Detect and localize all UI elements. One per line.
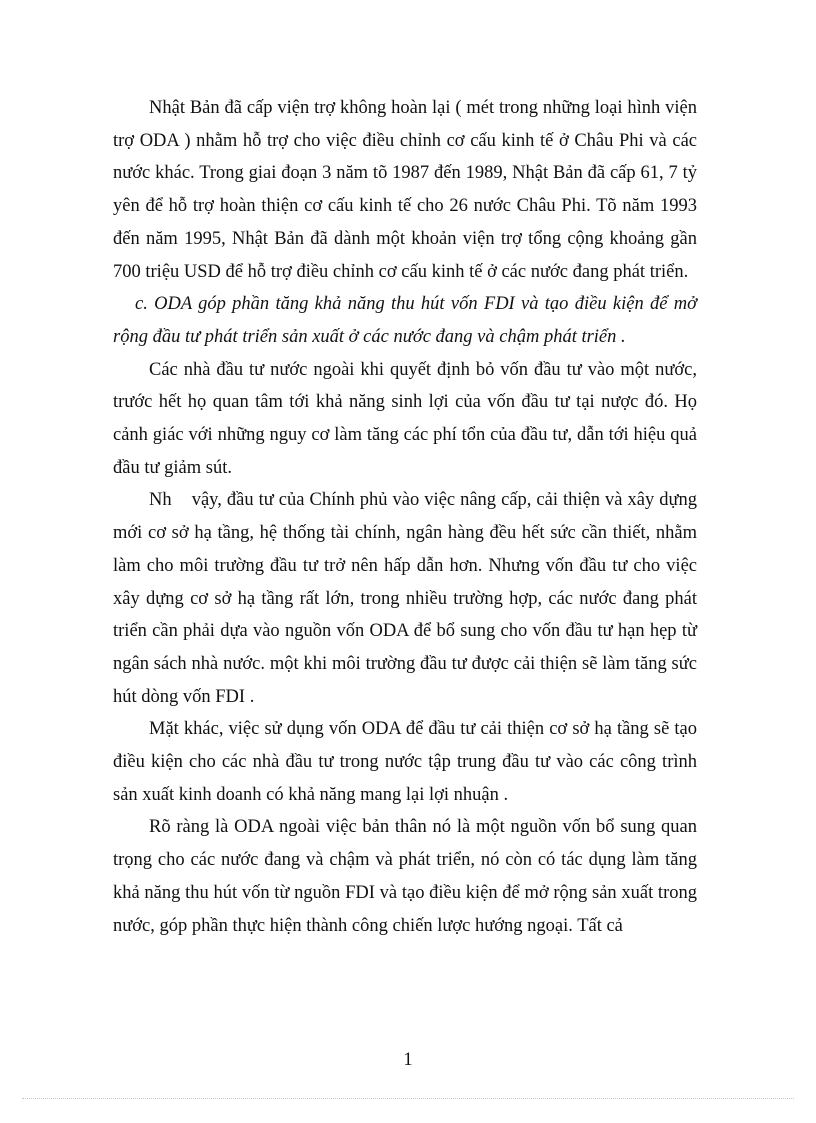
- document-body: [113, 92, 702, 942]
- paragraph-on-the-other-hand: Mặt khác, việc sử dụng vốn ODA để đầu tư cải thiện cơ sở hạ tầng sẽ tạo điều kiện cho các nhà đầu tư trong nước tập trung đầu tư vào các công trình sản xuất kinh doanh có khả năng mang lại lợi nhuận .: [113, 719, 697, 805]
- page-number: 1: [403, 1050, 413, 1070]
- paragraph-japan-aid: Nhật Bản đã cấp viện trợ không hoàn lại ( mét trong những loại hình viện trợ ODA ) nhằm hỗ trợ cho việc điều chỉnh cơ cấu kinh tế ở Châu Phi và các nước khác. Trong giai đoạn 3 năm tõ 1987 đến 1989, Nhật Bản đã cấp 61, 7 tỷ yên để hỗ trợ hoàn thiện cơ cấu kinh tế cho 26 nước Châu Phi. Tõ năm 1993 đến năm 1995, Nhật Bản đã dành một khoản viện trợ tổng cộng khoảng gần 700 triệu USD để hỗ trợ điều chỉnh cơ cấu kinh tế ở các nước đang phát triển.: [113, 98, 697, 282]
- page-bottom-border: [22, 1098, 794, 1099]
- paragraph-government-investment: Nh vậy, đầu tư của Chính phủ vào việc nâng cấp, cải thiện và xây dựng mới cơ sở hạ tầng, hệ thống tài chính, ngân hàng đều hết sức cần thiết, nhằm làm cho môi trường đầu tư trở nên hấp dẫn hơn. Nhưng vốn đầu tư cho việc xây dựng cơ sở hạ tầng rất lớn, trong nhiều trường hợp, các nước đang phát triển cần phải dựa vào nguồn vốn ODA để bổ sung cho vốn đầu tư hạn hẹp từ ngân sách nhà nước. một khi môi trường đầu tư được cải thiện sẽ làm tăng sức hút dòng vốn FDI .: [113, 490, 702, 707]
- paragraph-conclusion: Rõ ràng là ODA ngoài việc bản thân nó là một nguồn vốn bổ sung quan trọng cho các nước đang và chậm và phát triển, nó còn có tác dụng làm tăng khả năng thu hút vốn từ nguồn FDI và tạo điều kiện để mở rộng sản xuất trong nước, góp phần thực hiện thành công chiến lược hướng ngoại. Tất cả: [113, 817, 697, 936]
- paragraph-foreign-investors: Các nhà đầu tư nước ngoài khi quyết định bỏ vốn đầu tư vào một nước, trước hết họ quan tâm tới khả năng sinh lợi của vốn đầu tư tại nược đó. Họ cảnh giác với những nguy cơ làm tăng các phí tổn của đầu tư, dẫn tới hiệu quả đầu tư giảm sút.: [113, 359, 697, 478]
- section-heading-c: c. ODA góp phần tăng khả năng thu hút vốn FDI và tạo điều kiện để mở rộng đầu tư phát triển sản xuất ở các nước đang và chậm phát triển .: [113, 294, 697, 347]
